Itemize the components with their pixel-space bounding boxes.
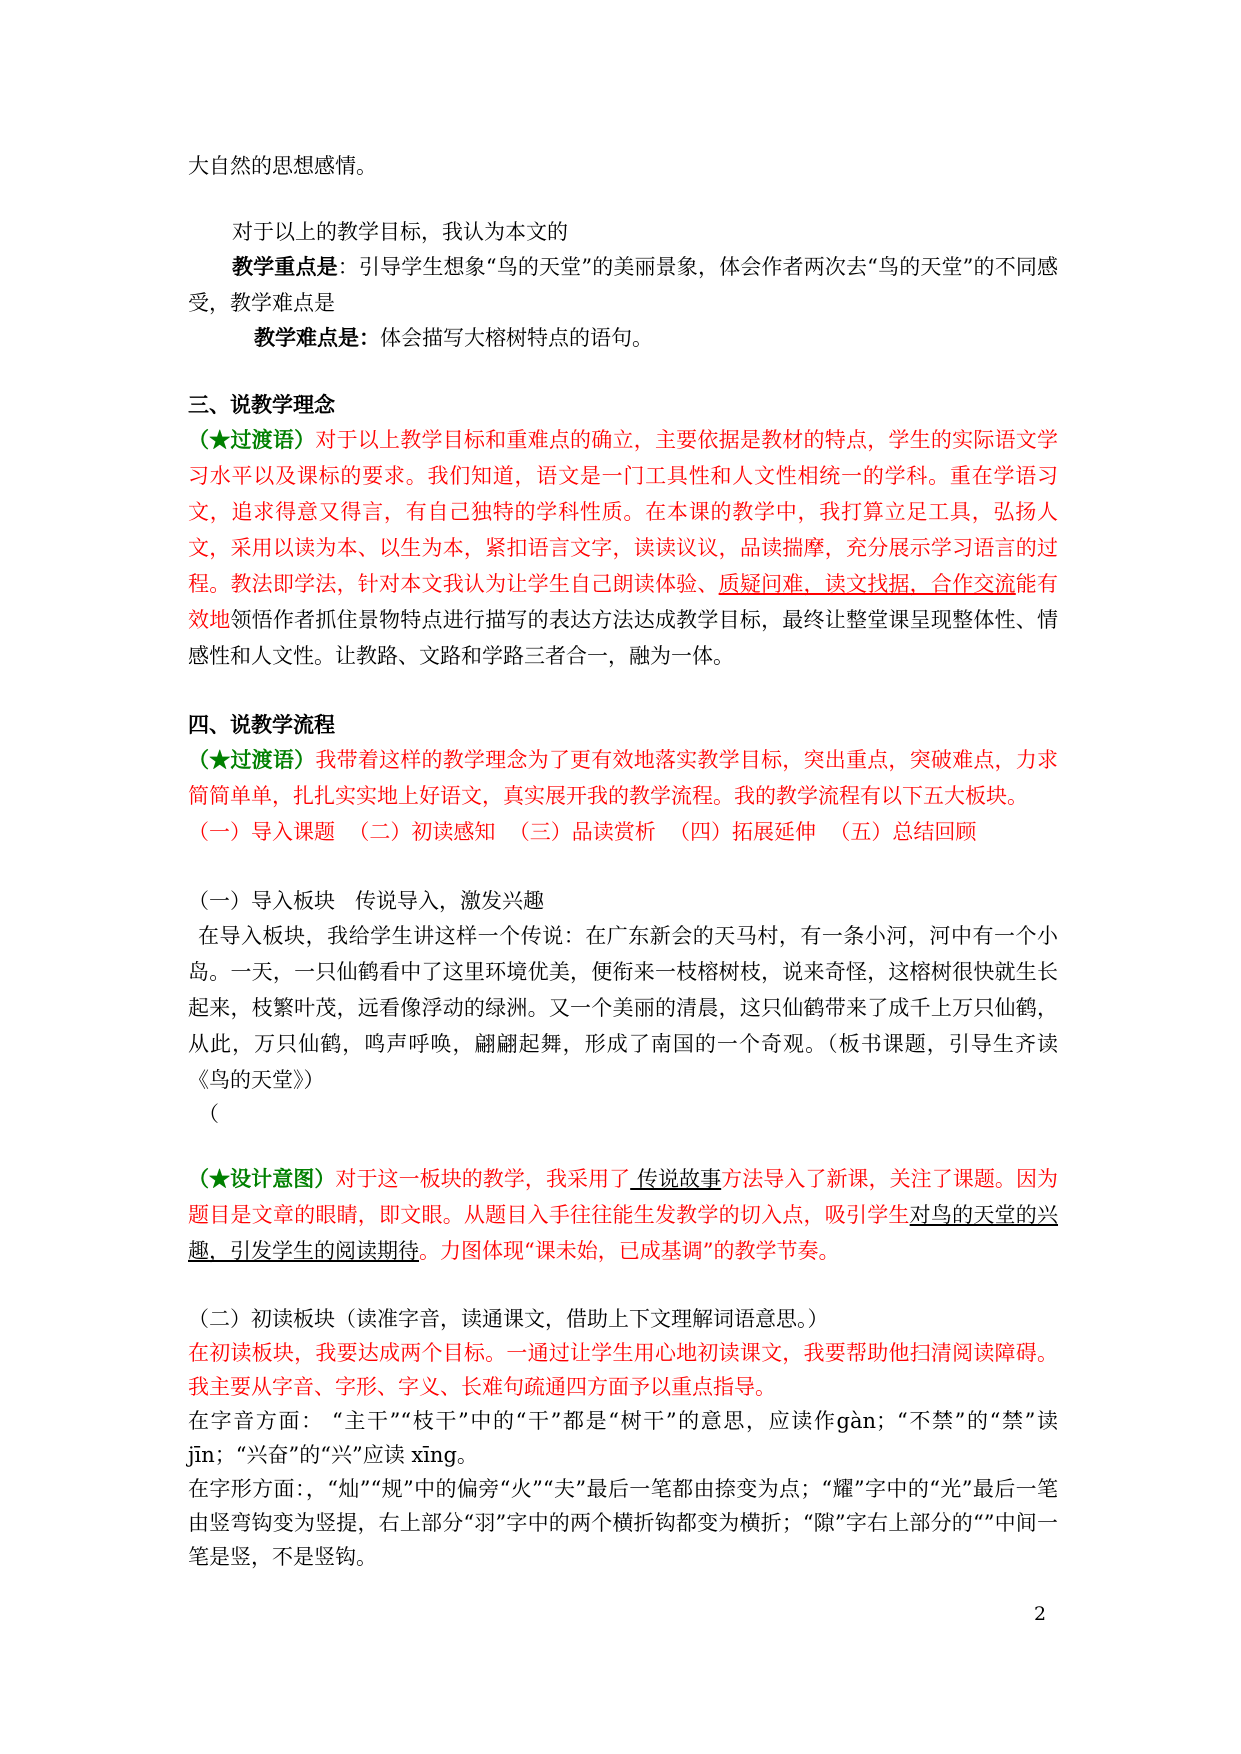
- block-1-title: （一）导入板块 传说导入，激发兴趣: [188, 889, 545, 913]
- design-intent-text-2: 方法导入了新课，关注了课题。因为题目是文章的眼睛，即文眼。从题目入手往往能生发教学的切入点，吸引学生: [188, 1167, 1059, 1227]
- key-point-paragraph: [188, 249, 1058, 321]
- five-blocks-line: （一）导入课题 （二）初读感知 （三）品读赏析 （四）拓展延伸 （五）总结回顾: [188, 820, 977, 844]
- page-number: 2: [1034, 1603, 1047, 1625]
- section-3-underlined: 质疑问难，读文找据，合作交流: [718, 572, 1016, 596]
- design-intent-tag: （★设计意图）: [188, 1166, 336, 1191]
- section-3-paragraph: [188, 422, 1058, 674]
- objectives-intro: 对于以上的教学目标，我认为本文的: [232, 220, 568, 244]
- block-1-paren: （: [198, 1102, 219, 1126]
- key-point-text: ：引导学生想象“鸟的天堂”的美丽景象，体会作者两次去“鸟的天堂”的不同感受，教学难点是: [188, 255, 1058, 315]
- key-point-label: 教学重点是: [232, 254, 338, 279]
- page-content: [188, 150, 1058, 1574]
- section-4-heading: 四、说教学流程: [188, 712, 335, 737]
- section-3-heading: 三、说教学理念: [188, 392, 335, 417]
- block-2-red-paragraph: 在初读板块，我要达成两个目标。一通过让学生用心地初读课文，我要帮助他扫清阅读障碍。我主要从字音、字形、字义、长难句疏通四方面予以重点指导。: [188, 1341, 1058, 1399]
- transition-tag: （★过渡语）: [188, 427, 316, 452]
- block-2-title: （二）初读板块（读准字音，读通课文，借助上下文理解词语意思。）: [188, 1307, 829, 1331]
- pronunciation-paragraph: 在字音方面： “主干”“枝干”中的“干”都是“树干”的意思，应读作gàn；“不禁”的“禁”读jīn；“兴奋”的“兴”应读 xīng。: [188, 1409, 1058, 1467]
- section-3-red-tail: 能有效地: [188, 572, 1059, 632]
- section-4-paragraph: [188, 742, 1058, 814]
- objectives-tail-line: 大自然的思想感情。: [188, 154, 377, 178]
- transition-tag: （★过渡语）: [188, 747, 316, 772]
- difficulty-text: 体会描写大榕树特点的语句。: [380, 326, 653, 350]
- section-3-black-text: 领悟作者抓住景物特点进行描写的表达方法达成教学目标，最终让整堂课呈现整体性、情感性和人文性。让教路、文路和学路三者合一，融为一体。: [188, 608, 1058, 668]
- section-3-red-text: 对于以上教学目标和重难点的确立，主要依据是教材的特点，学生的实际语文学习水平以及课标的要求。我们知道，语文是一门工具性和人文性相统一的学科。重在学语习文，追求得意又得言，有自己独特的学科性质。在本课的教学中，我打算立足工具，弘扬人文，采用以读为本、以生为本，紧扣语言文字，读读议议，品读揣摩，充分展示学习语言的过程。教法即学法，针对本文我认为让学生自己朗读体验、: [188, 428, 1059, 596]
- block-1-story: 在导入板块，我给学生讲这样一个传说：在广东新会的天马村，有一条小河，河中有一个小岛。一天，一只仙鹤看中了这里环境优美，便衔来一枝榕树枝，说来奇怪，这榕树很快就生长起来，枝繁叶茂，远看像浮动的绿洲。又一个美丽的清晨，这只仙鹤带来了成千上万只仙鹤，从此，万只仙鹤，鸣声呼唤，翩翩起舞，形成了南国的一个奇观。（板书课题，引导生齐读《鸟的天堂》）: [188, 924, 1058, 1092]
- character-form-paragraph: 在字形方面：，“灿”“规”中的偏旁“火”“夫”最后一笔都由捺变为点；“耀”字中的“光”最后一笔由竖弯钩变为竖提，右上部分“羽”字中的两个横折钩都变为横折；“隙”字右上部分的“”中间一笔是竖，不是竖钩。: [188, 1477, 1058, 1569]
- design-intent-underline-1: 传说故事: [630, 1167, 722, 1191]
- section-4-red-text: 我带着这样的教学理念为了更有效地落实教学目标，突出重点，突破难点，力求简简单单，扎扎实实地上好语文，真实展开我的教学流程。我的教学流程有以下五大板块。: [188, 748, 1059, 808]
- difficulty-paragraph: [188, 321, 1058, 354]
- design-intent-text-1: 对于这一板块的教学，我采用了: [335, 1167, 631, 1191]
- design-intent-paragraph: [188, 1161, 1058, 1269]
- design-intent-underline-2: 对鸟的天堂的兴趣，引发学生的阅读期待: [188, 1203, 1059, 1263]
- difficulty-label: 教学难点是：: [254, 325, 380, 350]
- design-intent-text-3: 。力图体现“课未始，已成基调”的教学节奏。: [419, 1239, 840, 1263]
